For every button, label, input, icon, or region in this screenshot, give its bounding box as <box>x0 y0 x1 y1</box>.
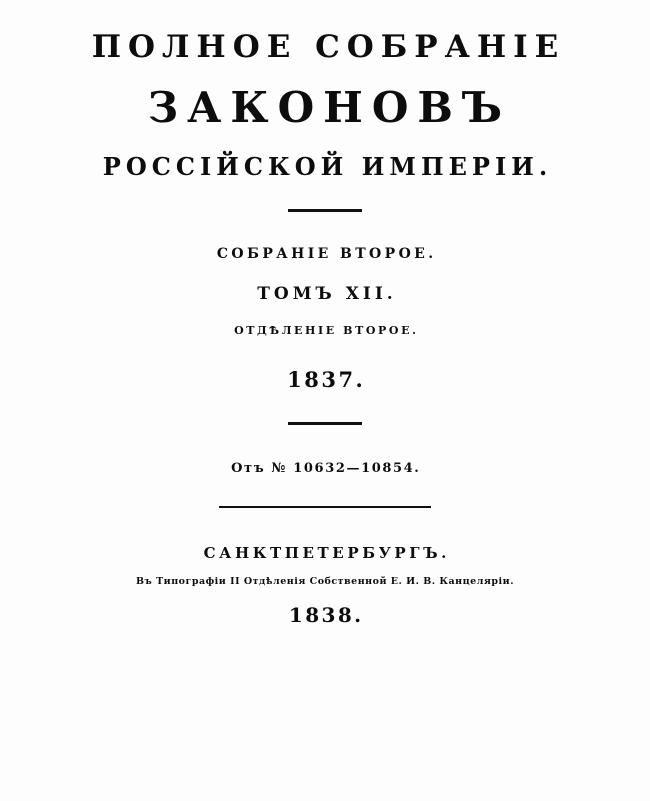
publication-city: САНКТПЕТЕРБУРГЪ. <box>203 543 450 562</box>
printer-imprint: Въ Типографіи II Отдѣленія Собственной Е. И. В. Канцеляріи. <box>135 575 515 587</box>
page-title-line-1: ПОЛНОЕ СОБРАНІЕ <box>91 29 566 65</box>
divider-rule-middle <box>288 422 362 425</box>
publication-year: 1838. <box>288 602 364 627</box>
title-block <box>0 30 650 627</box>
page-title-line-2: ЗАКОНОВЪ <box>147 83 512 133</box>
spacer <box>0 536 650 544</box>
content-year: 1837. <box>287 366 366 392</box>
collection-label: СОБРАНІЕ ВТОРОЕ. <box>216 245 437 262</box>
divider-rule-top <box>288 209 362 212</box>
page-title-line-3: РОССІЙСКОЙ ИМПЕРІИ. <box>102 152 553 182</box>
document-number-range: Отъ № 10632—10854. <box>231 460 421 476</box>
section-label: ОТДѢЛЕНІЕ ВТОРОЕ. <box>234 323 419 337</box>
divider-rule-bottom <box>219 506 431 508</box>
volume-label: ТОМЪ XII. <box>257 283 397 304</box>
